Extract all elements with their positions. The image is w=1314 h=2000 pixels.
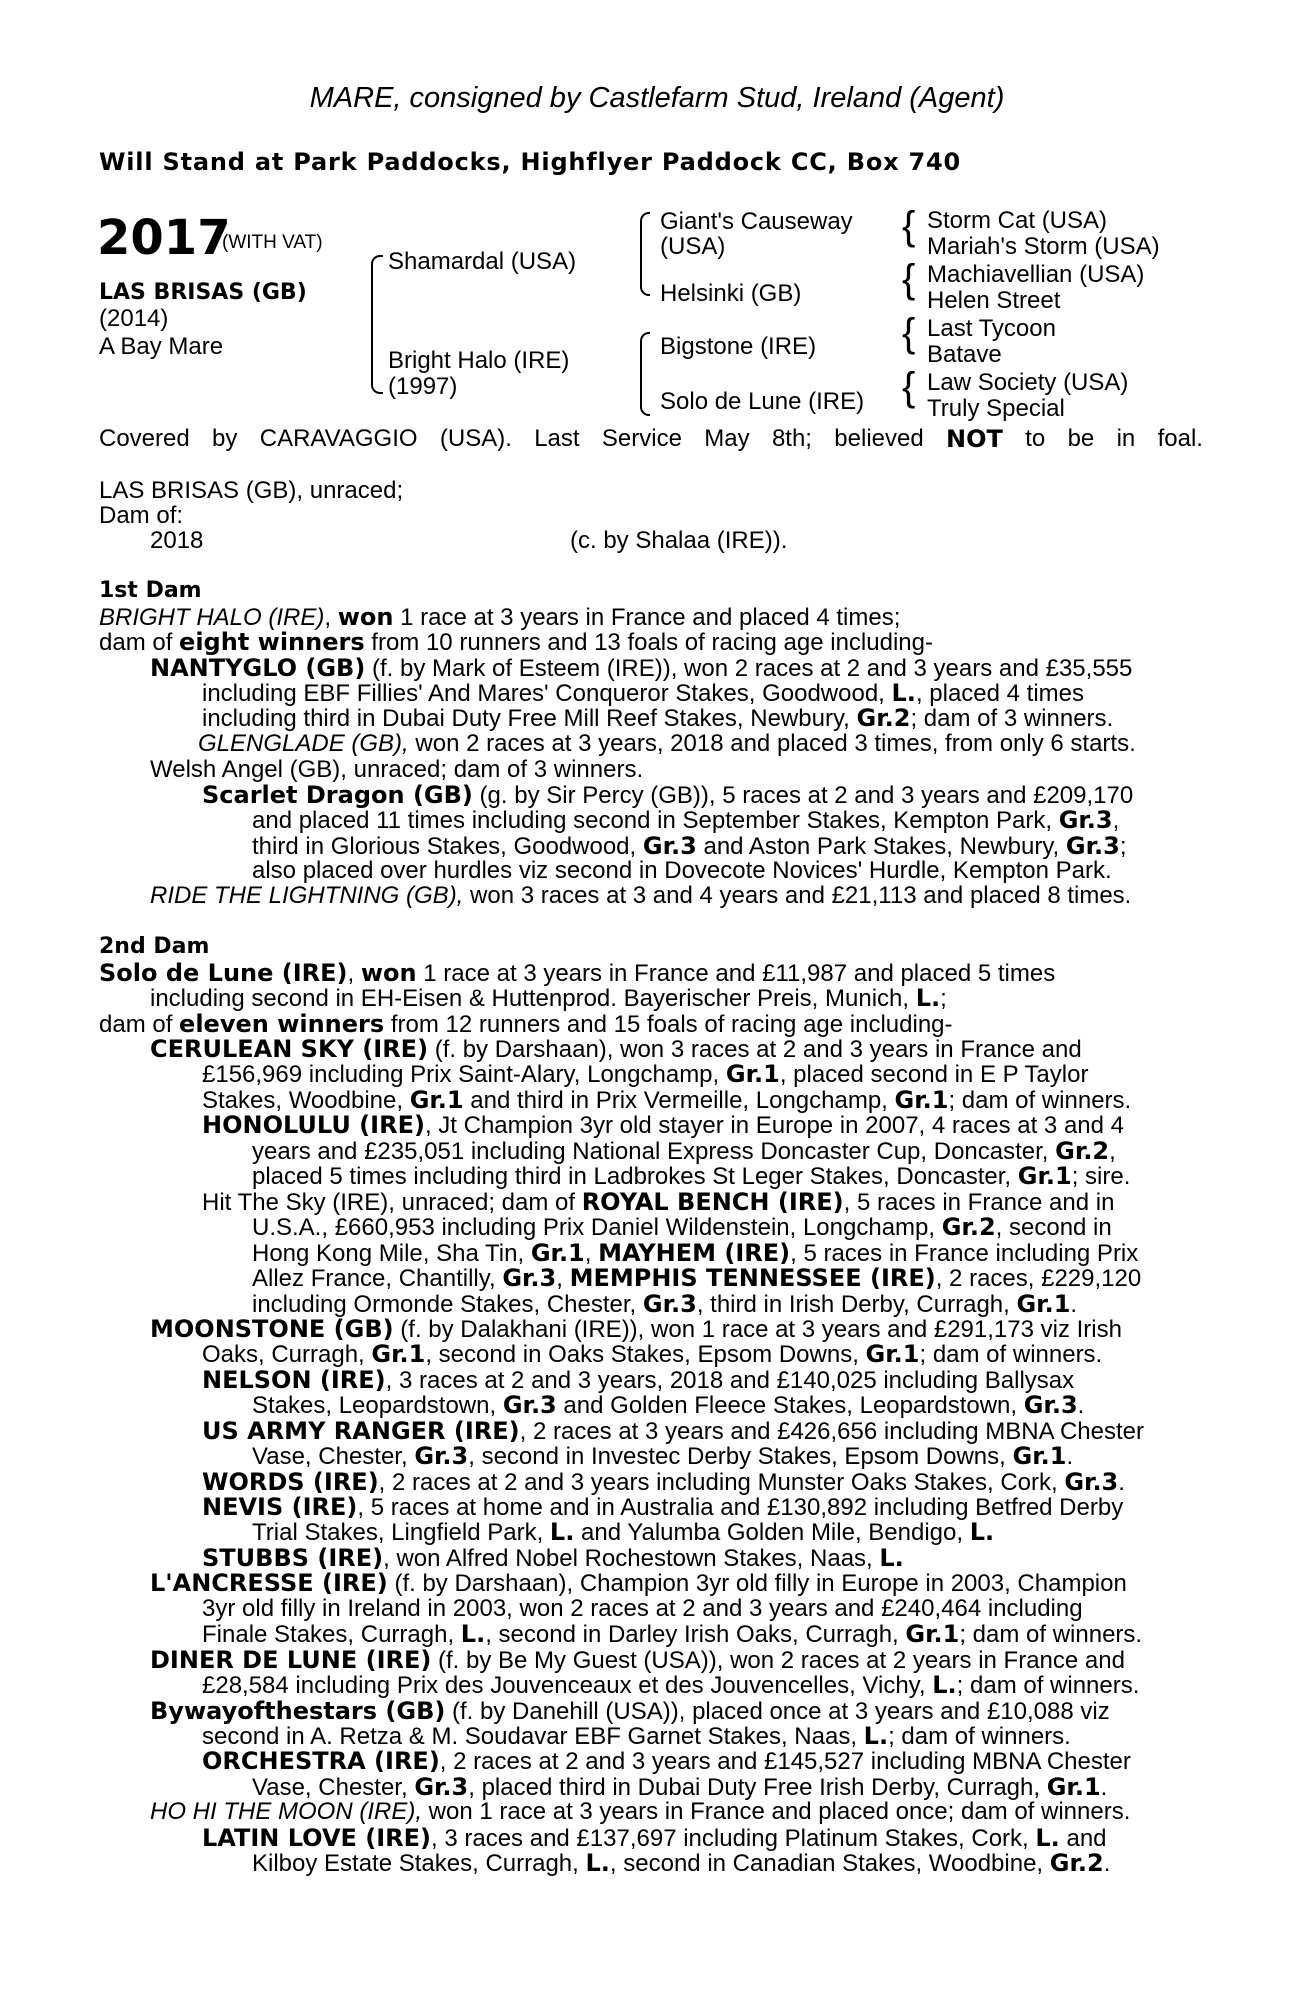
nevis-entry: NEVIS (IRE), 5 races at home and in Australia and £130,892 including Betfred Derby <box>202 1493 1124 1521</box>
second-dam-heading: 2nd Dam <box>99 934 210 959</box>
catalogue-header: MARE, consigned by Castlefarm Stud, Ireland (Agent) <box>309 82 1005 114</box>
produce-year: 2018 <box>150 527 204 554</box>
bracket-glyph-3: { <box>902 311 916 355</box>
pedigree-sds: Machiavellian (USA) <box>927 261 1145 288</box>
hit-line-5: including Ormonde Stakes, Chester, Gr.3, third in Irish Derby, Curragh, Gr.1. <box>252 1290 1078 1318</box>
us-army-line-2: Vase, Chester, Gr.3, second in Investec Derby Stakes, Epsom Downs, Gr.1. <box>252 1442 1074 1470</box>
covered-word: (USA). <box>439 425 512 452</box>
covered-word: Last <box>534 425 580 452</box>
covered-line <box>99 425 1203 453</box>
scarlet-line-2: and placed 11 times including second in September Stakes, Kempton Park, Gr.3, <box>252 806 1120 834</box>
byway-line-2: second in A. Retza & M. Soudavar EBF Garnet Stakes, Naas, L.; dam of winners. <box>202 1722 1071 1750</box>
lot-born: (2014) <box>99 305 169 332</box>
moonstone-line-2: Oaks, Curragh, Gr.1, second in Oaks Stakes, Epsom Downs, Gr.1; dam of winners. <box>202 1340 1103 1368</box>
scarlet-line-4: also placed over hurdles viz second in Dovecote Novices' Hurdle, Kempton Park. <box>252 857 1112 884</box>
hit-the-sky-entry: Hit The Sky (IRE), unraced; dam of ROYAL BENCH (IRE), 5 races in France and in <box>202 1188 1115 1216</box>
produce-line-2: Dam of: <box>99 502 184 529</box>
produce-foal: (c. by Shalaa (IRE)). <box>570 527 788 554</box>
pedigree-ssd: Mariah's Storm (USA) <box>927 233 1160 260</box>
pedigree-sdd: Helen Street <box>927 287 1061 314</box>
ho-hi-the-moon-entry: HO HI THE MOON (IRE), won 1 race at 3 years in France and placed once; dam of winners. <box>150 1798 1131 1825</box>
scarlet-line-3: third in Glorious Stakes, Goodwood, Gr.3 and Aston Park Stakes, Newbury, Gr.3; <box>252 832 1127 860</box>
lancresse-line-3: Finale Stakes, Curragh, L., second in Darley Irish Oaks, Curragh, Gr.1; dam of winners. <box>202 1620 1143 1648</box>
first-dam-summary: dam of eight winners from 10 runners and 13 foals of racing age including- <box>99 628 933 656</box>
pedigree-dsd: Batave <box>927 341 1002 368</box>
stand-location: Will Stand at Park Paddocks, Highflyer Paddock CC, Box 740 <box>99 148 962 176</box>
covered-word: Service <box>601 425 682 452</box>
nelson-entry: NELSON (IRE), 3 races at 2 and 3 years, 2018 and £140,025 including Ballysax <box>202 1366 1075 1394</box>
first-dam-heading: 1st Dam <box>99 578 202 603</box>
bracket-glyph-1: { <box>902 204 916 248</box>
words-entry: WORDS (IRE), 2 races at 2 and 3 years including Munster Oaks Stakes, Cork, Gr.3. <box>202 1468 1125 1496</box>
hit-line-2: U.S.A., £660,953 including Prix Daniel Wildenstein, Longchamp, Gr.2, second in <box>252 1213 1112 1241</box>
bracket-glyph-2: { <box>902 257 916 301</box>
bracket-glyph-4: { <box>902 365 916 409</box>
hit-line-4: Allez France, Chantilly, Gr.3, MEMPHIS TENNESSEE (IRE), 2 races, £229,120 <box>252 1264 1142 1292</box>
honolulu-line-3: placed 5 times including third in Ladbrokes St Leger Stakes, Doncaster, Gr.1; sire. <box>252 1162 1131 1190</box>
pedigree-sire-dam: Helsinki (GB) <box>660 280 802 307</box>
latin-love-line-2: Kilboy Estate Stakes, Curragh, L., second in Canadian Stakes, Woodbine, Gr.2. <box>252 1849 1111 1877</box>
diner-de-lune-entry: DINER DE LUNE (IRE) (f. by Be My Guest (USA)), won 2 races at 2 years in France and <box>150 1646 1125 1674</box>
pedigree-bracket-main <box>371 255 383 394</box>
moonstone-entry: MOONSTONE (GB) (f. by Dalakhani (IRE)), won 1 race at 3 years and £291,173 viz Irish <box>150 1315 1122 1343</box>
nantyglo-line-3: including third in Dubai Duty Free Mill Reef Stakes, Newbury, Gr.2; dam of 3 winners. <box>202 704 1114 732</box>
covered-word: foal. <box>1157 425 1203 452</box>
covered-word: believed <box>834 425 924 452</box>
pedigree-sss: Storm Cat (USA) <box>927 207 1108 234</box>
pedigree-bracket-sire <box>640 212 650 296</box>
vat-note: (WITH VAT) <box>222 232 323 253</box>
pedigree-dss: Last Tycoon <box>927 315 1056 342</box>
lot-name: LAS BRISAS (GB) <box>99 280 307 305</box>
honolulu-line-2: years and £235,051 including National Express Doncaster Cup, Doncaster, Gr.2, <box>252 1137 1116 1165</box>
welsh-angel-entry: Welsh Angel (GB), unraced; dam of 3 winners. <box>150 756 644 783</box>
bywayofthestars-entry: Bywayofthestars (GB) (f. by Danehill (USA)), placed once at 3 years and £10,088 viz <box>150 1697 1110 1725</box>
glenglade-entry: GLENGLADE (GB), won 2 races at 3 years, 2018 and placed 3 times, from only 6 starts. <box>198 730 1136 757</box>
orchestra-line-2: Vase, Chester, Gr.3, placed third in Dubai Duty Free Irish Derby, Curragh, Gr.1. <box>252 1773 1108 1801</box>
lancresse-entry: L'ANCRESSE (IRE) (f. by Darshaan), Champion 3yr old filly in Europe in 2003, Champion <box>150 1569 1127 1597</box>
nelson-line-2: Stakes, Leopardstown, Gr.3 and Golden Fleece Stakes, Leopardstown, Gr.3. <box>252 1391 1085 1419</box>
second-dam-line: Solo de Lune (IRE), won 1 race at 3 years in France and £11,987 and placed 5 times <box>99 959 1056 987</box>
pedigree-dam-year: (1997) <box>388 373 458 400</box>
honolulu-entry: HONOLULU (IRE), Jt Champion 3yr old stayer in Europe in 2007, 4 races at 3 and 4 <box>202 1111 1125 1139</box>
first-dam-line: BRIGHT HALO (IRE), won 1 race at 3 years in France and placed 4 times; <box>99 603 901 631</box>
pedigree-bracket-dam <box>640 332 650 416</box>
covered-word: CARAVAGGIO <box>259 425 418 452</box>
stubbs-entry: STUBBS (IRE), won Alfred Nobel Rochestown Stakes, Naas, L. <box>202 1544 904 1572</box>
second-dam-line-2: including second in EH-Eisen & Huttenprod. Bayerischer Preis, Munich, L.; <box>150 984 947 1012</box>
orchestra-entry: ORCHESTRA (IRE), 2 races at 2 and 3 years and £145,527 including MBNA Chester <box>202 1747 1131 1775</box>
pedigree-dds: Law Society (USA) <box>927 369 1129 396</box>
covered-word: in <box>1116 425 1136 452</box>
covered-word: be <box>1067 425 1095 452</box>
cerulean-line-2: £156,969 including Prix Saint-Alary, Longchamp, Gr.1, placed second in E P Taylor <box>202 1060 1089 1088</box>
covered-word: to <box>1025 425 1046 452</box>
cerulean-sky-entry: CERULEAN SKY (IRE) (f. by Darshaan), won 3 races at 2 and 3 years in France and <box>150 1035 1082 1063</box>
pedigree-ddd: Truly Special <box>927 395 1065 422</box>
covered-word: May <box>704 425 750 452</box>
nantyglo-entry: NANTYGLO (GB) (f. by Mark of Esteem (IRE)), won 2 races at 2 and 3 years and £35,555 <box>150 654 1133 682</box>
covered-word: 8th; <box>771 425 812 452</box>
nantyglo-line-2: including EBF Fillies' And Mares' Conqueror Stakes, Goodwood, L., placed 4 times <box>202 679 1085 707</box>
hit-line-3: Hong Kong Mile, Sha Tin, Gr.1, MAYHEM (IRE), 5 races in France including Prix <box>252 1239 1139 1267</box>
nevis-line-2: Trial Stakes, Lingfield Park, L. and Yalumba Golden Mile, Bendigo, L. <box>252 1518 995 1546</box>
pedigree-sire-sire-country: (USA) <box>660 233 726 260</box>
pedigree-dam-sire: Bigstone (IRE) <box>660 333 817 360</box>
latin-love-entry: LATIN LOVE (IRE), 3 races and £137,697 including Platinum Stakes, Cork, L. and <box>202 1824 1107 1852</box>
lot-year: 2017 <box>97 210 231 266</box>
cerulean-line-3: Stakes, Woodbine, Gr.1 and third in Prix Vermeille, Longchamp, Gr.1; dam of winners. <box>202 1086 1132 1114</box>
lancresse-line-2: 3yr old filly in Ireland in 2003, won 2 races at 2 and 3 years and £240,464 including <box>202 1595 1083 1622</box>
covered-word: by <box>212 425 238 452</box>
covered-word: Covered <box>99 425 190 452</box>
pedigree-sire: Shamardal (USA) <box>388 248 577 275</box>
us-army-ranger-entry: US ARMY RANGER (IRE), 2 races at 3 years and £426,656 including MBNA Chester <box>202 1417 1144 1445</box>
pedigree-dam: Bright Halo (IRE) <box>388 347 570 374</box>
pedigree-sire-sire: Giant's Causeway <box>660 208 853 235</box>
covered-word-not: NOT <box>946 425 1003 453</box>
lot-description: A Bay Mare <box>99 333 224 360</box>
scarlet-dragon-entry: Scarlet Dragon (GB) (g. by Sir Percy (GB)), 5 races at 2 and 3 years and £209,170 <box>202 781 1134 809</box>
produce-line-1: LAS BRISAS (GB), unraced; <box>99 477 404 504</box>
pedigree-dam-dam: Solo de Lune (IRE) <box>660 388 865 415</box>
diner-line-2: £28,584 including Prix des Jouvenceaux et des Jouvencelles, Vichy, L.; dam of winners. <box>202 1671 1140 1699</box>
ride-the-lightning-entry: RIDE THE LIGHTNING (GB), won 3 races at 3 and 4 years and £21,113 and placed 8 times. <box>150 882 1132 909</box>
second-dam-summary: dam of eleven winners from 12 runners and 15 foals of racing age including- <box>99 1010 953 1038</box>
